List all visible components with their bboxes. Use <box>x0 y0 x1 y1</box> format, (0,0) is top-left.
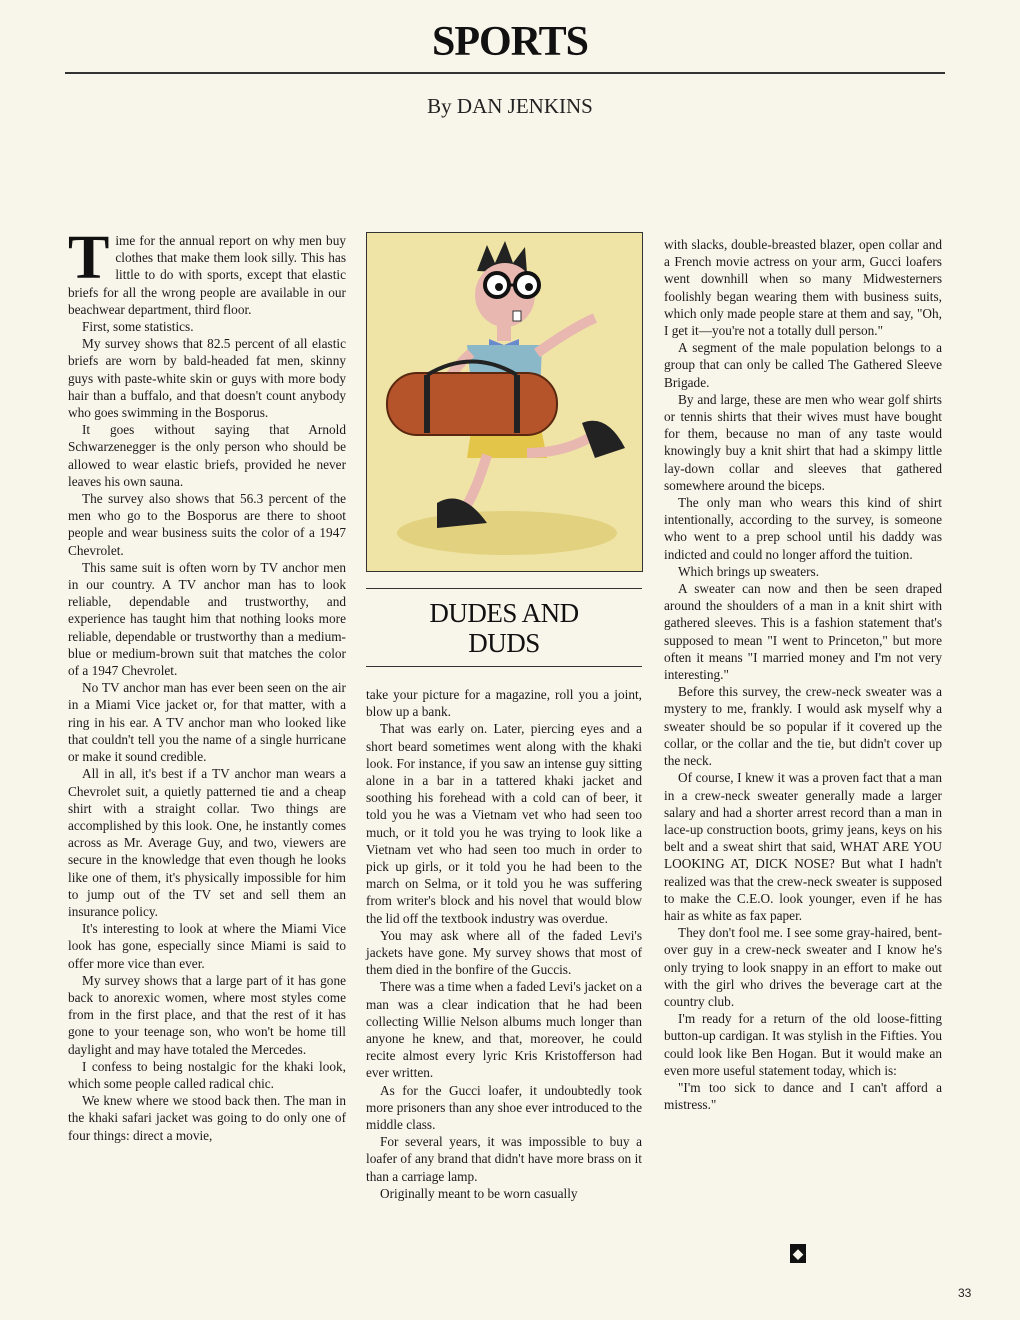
paragraph: The survey also shows that 56.3 percent of the men who go to the Bosporus are there to shoot people and wear business suits the color of a 1947 Chevrolet. <box>68 491 346 558</box>
paragraph: take your picture for a magazine, roll you a joint, blow up a bank. <box>366 687 642 720</box>
paragraph: Of course, I knew it was a proven fact that a man in a crew-neck sweater generally made a larger salary and had a shorter arrest record than a man in lace-up construction boots, grimy jeans, keys on his belt and a sweat shirt that said, WHAT ARE YOU LOOKING AT, DICK NOSE? But what I hadn't realized was that the crew-neck sweater is supposed to make the C.E.O. look younger, even if he has hair as white as fax paper. <box>664 770 942 923</box>
paragraph: My survey shows that 82.5 percent of all elastic briefs are worn by bald-headed fat men, skinny guys with paste-white skin or guys with more body hair than a buffalo, and that doesn't count anybody who goes swimming in the Bosporus. <box>68 336 346 421</box>
byline: By DAN JENKINS <box>427 94 593 118</box>
page-number: 33 <box>958 1286 972 1300</box>
paragraph: There was a time when a faded Levi's jacket on a man was a clear indication that he had been collecting Willie Nelson albums much longer than anyone he knew, and that, moreover, he could recite almost every lyric Kris Kristofferson had ever written. <box>366 979 642 1081</box>
article-column-2 <box>366 686 642 1202</box>
paragraph: By and large, these are men who wear golf shirts or tennis shirts that their wives must have bought for them, because no man of any taste would knowingly buy a knit shirt that had a skimpy little lay-down collar and sleeves that gathered somewhere around the biceps. <box>664 391 942 493</box>
paragraph: This same suit is often worn by TV anchor men in our country. A TV anchor man has to look reliable, dependable and trustworthy, and experience has taught him that nothing looks more reliable, dependable or trustworthy than a medium-blue or medium-brown suit that matches the color of a 1947 Chevrolet. <box>68 559 346 679</box>
paragraph: It goes without saying that Arnold Schwarzenegger is the only person who should be allowed to wear elastic briefs, provided he never leaves his own sauna. <box>68 422 346 489</box>
headline <box>366 598 642 658</box>
paragraph: First, some statistics. <box>82 319 194 335</box>
paragraph: You may ask where all of the faded Levi's jackets have gone. My survey shows that most of them died in the bonfire of the Guccis. <box>366 927 642 978</box>
article-column-3 <box>664 236 942 1113</box>
paragraph: A segment of the male population belongs to a group that can only be called The Gathered Sleeve Brigade. <box>664 340 942 390</box>
paragraph <box>68 224 346 318</box>
paragraph: Originally meant to be worn casually <box>380 1185 578 1201</box>
end-of-article-rabbit-icon: ◆ <box>790 1244 806 1263</box>
article-column-1 <box>68 224 346 1144</box>
paragraph: A sweater can now and then be seen draped around the shoulders of a man in a knit shirt with gathered sleeves. This is a fashion statement that's supposed to mean "I went to Princeton," but more often it means "I married money and I'm not very interesting." <box>664 581 942 683</box>
paragraph-text: ime for the annual report on why men buy clothes that make them look silly. This has little to do with sports, except that elastic briefs for all the wrong people are available in our beachwear department, third floor. <box>68 233 346 317</box>
cartoon-illustration <box>366 232 643 572</box>
paragraph: For several years, it was impossible to buy a loafer of any brand that didn't have more brass on it than a carriage lamp. <box>366 1134 642 1184</box>
headline-rule-bottom <box>366 666 642 667</box>
paragraph: It's interesting to look at where the Miami Vice look has gone, especially since Miami is said to offer more vice than ever. <box>68 921 346 971</box>
headline-line: DUDS <box>468 628 540 658</box>
section-title: SPORTS <box>432 19 588 65</box>
paragraph: I'm ready for a return of the old loose-fitting button-up cardigan. It was stylish in the Fifties. You could look like Ben Hogan. But it would make an even more useful statement today, which is: <box>664 1011 942 1078</box>
paragraph: That was early on. Later, piercing eyes and a short beard sometimes went along with the khaki look. For instance, if you saw an intense guy sitting alone in a bar in a tattered khaki jacket and soothing his forehead with a cold can of beer, it told you he was a Vietnam vet who had seen too much, or it told you he was trying to look like a Vietnam vet who had seen too much in order to pick up girls, or it told you he had been to the march on Selma, or it told you he was suffering from writer's block and his novel that would blow the lid off the textbook industry was overdue. <box>366 721 642 926</box>
paragraph: Which brings up sweaters. <box>678 563 820 579</box>
paragraph: No TV anchor man has ever been seen on the air in a Miami Vice jacket or, for that matter, with a ring in his ear. A TV anchor man who looked like that couldn't tell you the name of a single hurricane or make it sound credible. <box>68 680 346 765</box>
headline-rule-top <box>366 588 642 589</box>
paragraph: They don't fool me. I see some gray-haired, bent-over guy in a crew-neck sweater and I know he's only trying to look snappy in an effort to make out with the girl who drives the beverage cart at the country club. <box>664 925 942 1009</box>
paragraph: with slacks, double-breasted blazer, open collar and a French movie actress on your arm, Gucci loafers went downhill when so many Midwesterners foolishly began wearing them with business suits, which only made people stare at them and say, "Oh, I get it—you're not a totally dull person." <box>664 237 942 339</box>
drop-cap: T <box>68 224 110 292</box>
paragraph: I confess to being nostalgic for the khaki look, which some people called radical chic. <box>68 1058 346 1091</box>
paragraph: The only man who wears this kind of shirt intentionally, according to the survey, is someone who went to a prep school until his daddy was indicted and could no longer afford the tuition. <box>664 495 942 562</box>
header-rule <box>65 72 945 74</box>
paragraph: My survey shows that a large part of it has gone back to anorexic women, where most styles come from in the first place, and that the rest of it has gone to your teenage son, who won't be home till daylight and may have totaled the Mercedes. <box>68 972 346 1057</box>
paragraph: All in all, it's best if a TV anchor man wears a Chevrolet suit, a quietly patterned tie and a cheap shirt with a straight collar. Two things are accomplished by this look. One, he instantly comes across as Mr. Average Guy, and two, viewers are secure in the knowledge that even though he looks like one of them, it's physically impossible for him to jump out of the TV set and sell them an insurance policy. <box>68 766 346 919</box>
paragraph: "I'm too sick to dance and I can't afford a mistress." <box>664 1079 942 1113</box>
paragraph: We knew where we stood back then. The man in the khaki safari jacket was going to do only one of four things: direct a movie, <box>68 1093 346 1143</box>
nerd-with-duffel-bag-illustration <box>367 233 642 571</box>
paragraph: Before this survey, the crew-neck sweater was a mystery to me, frankly. I would ask myself why a sweater should be so popular if it covered up the collar, or the collar and the tie, but didn't cover up the neck. <box>664 684 942 769</box>
paragraph: As for the Gucci loafer, it undoubtedly took more prisoners than any shoe ever introduced to the middle class. <box>366 1082 642 1133</box>
headline-line: DUDES AND <box>429 598 579 628</box>
